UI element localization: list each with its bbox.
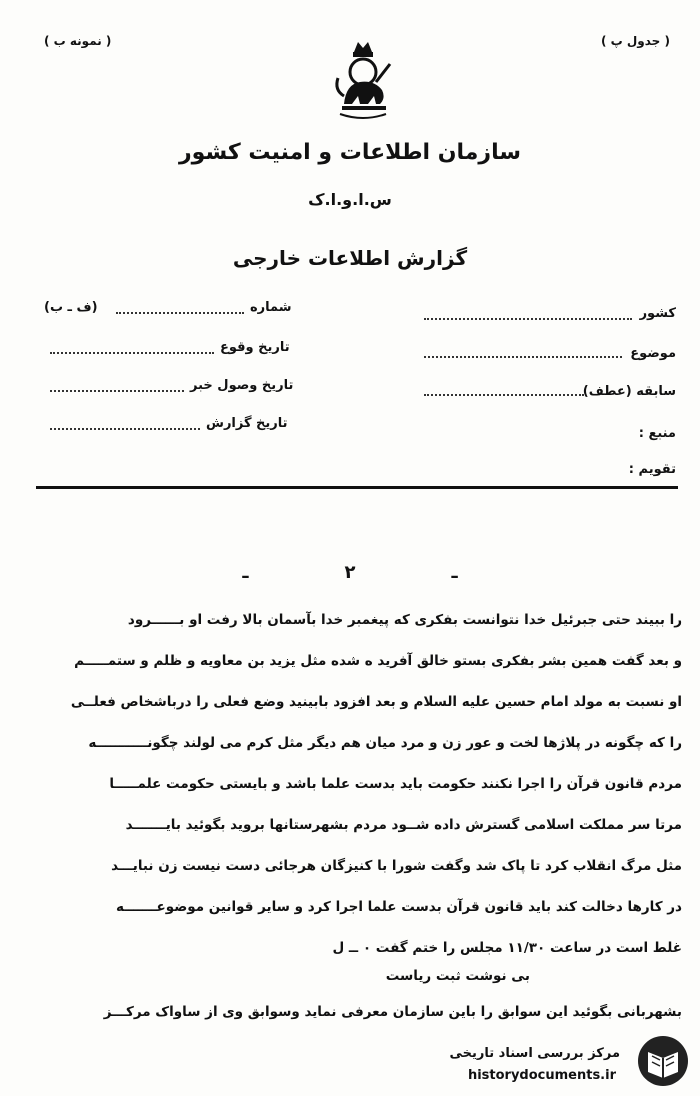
receipt-date-label: تاریخ وصول خبر (190, 378, 294, 393)
occurrence-date-field-line (50, 352, 214, 354)
organization-acronym: س.ا.و.ا.ک (308, 190, 392, 209)
reference-label: سابقه (عطف) (582, 384, 676, 399)
body-line: مردم قانون قرآن را اجرا نکنند حکومت باید بدست علما باشد و بایستی حکومت علمـــــا (109, 776, 682, 792)
watermark-url: historydocuments.ir (467, 1068, 616, 1083)
organization-title: سازمان اطلاعات و امنیت کشور (179, 140, 521, 165)
page-number (0, 562, 700, 583)
occurrence-date-label: تاریخ وقوع (220, 340, 290, 355)
page-dash-right: ـ (451, 562, 458, 583)
page-number-value: ۲ (344, 562, 356, 583)
body-line: و بعد گفت همین بشر بفکری بستو خالق آفرید ه شده مثل یزید بن معاویه و ظلم و ستمـــــم (74, 653, 682, 669)
subject-label: موضوع (630, 346, 676, 361)
page-dash-left: ـ (242, 562, 249, 583)
number-label: شماره (250, 300, 292, 315)
subject-field-line (424, 356, 622, 358)
body-line: غلط است در ساعت ۱۱/۳۰ مجلس را ختم گفت ۰ ــ ل (332, 940, 682, 956)
source-label: منبع : (638, 426, 676, 441)
assessment-label: تقویم : (628, 462, 676, 477)
body-line: در کارها دخالت کند باید قانون قرآن بدست علما اجرا کرد و سایر قوانین موضوعـــــــه (116, 899, 682, 915)
report-date-label: تاریخ گزارش (206, 416, 288, 431)
country-field-line (424, 318, 632, 320)
book-logo-icon (636, 1034, 690, 1088)
form-divider (36, 486, 678, 489)
watermark-title: مرکز بررسی اسناد تاریخی (449, 1046, 620, 1061)
body-line: مرتا سر مملکت اسلامی گسترش داده شــود مردم بشهرستانها بروید بگوئید بایـــــــد (125, 817, 682, 833)
body-line: را ببیند حتی جبرئیل خدا نتوانست بفکری که پیغمبر خدا بآسمان بالا رفت او بــــــرود (127, 612, 682, 628)
number-value: (ف ـ ب) (44, 300, 98, 315)
body-line: را که چگونه در پلاژها لخت و عور زن و مرد میان هم دیگر مثل کرم می لولند چگونـــــــــــه (88, 735, 682, 751)
form-type-label: ( نمونه ب ) (44, 34, 112, 48)
footnote-heading: بی نوشت ثبت ریاست (385, 968, 530, 984)
footnote-text: بشهربانی بگوئید این سوابق را باین سازمان معرفی نماید وسوابق وی از ساواک مرکـــز (103, 1004, 682, 1020)
report-date-field-line (50, 428, 200, 430)
report-title: گزارش اطلاعات خارجی (232, 246, 468, 270)
table-type-label: ( جدول پ ) (600, 34, 670, 48)
lion-and-sun-emblem-icon (330, 38, 396, 124)
country-label: کشور (639, 306, 676, 321)
receipt-date-field-line (50, 390, 184, 392)
number-field-line (116, 312, 244, 314)
body-line: مثل مرگ انقلاب کرد تا پاک شد وگفت شورا با کنیزگان هرجائی دست نیست زن نبایـــد (111, 858, 682, 874)
reference-field-line (424, 394, 584, 396)
body-line: او نسبت به مولد امام حسین علیه السلام و بعد افزود بابینید وضع فعلی را درباشخاص فعلــی (70, 694, 682, 710)
